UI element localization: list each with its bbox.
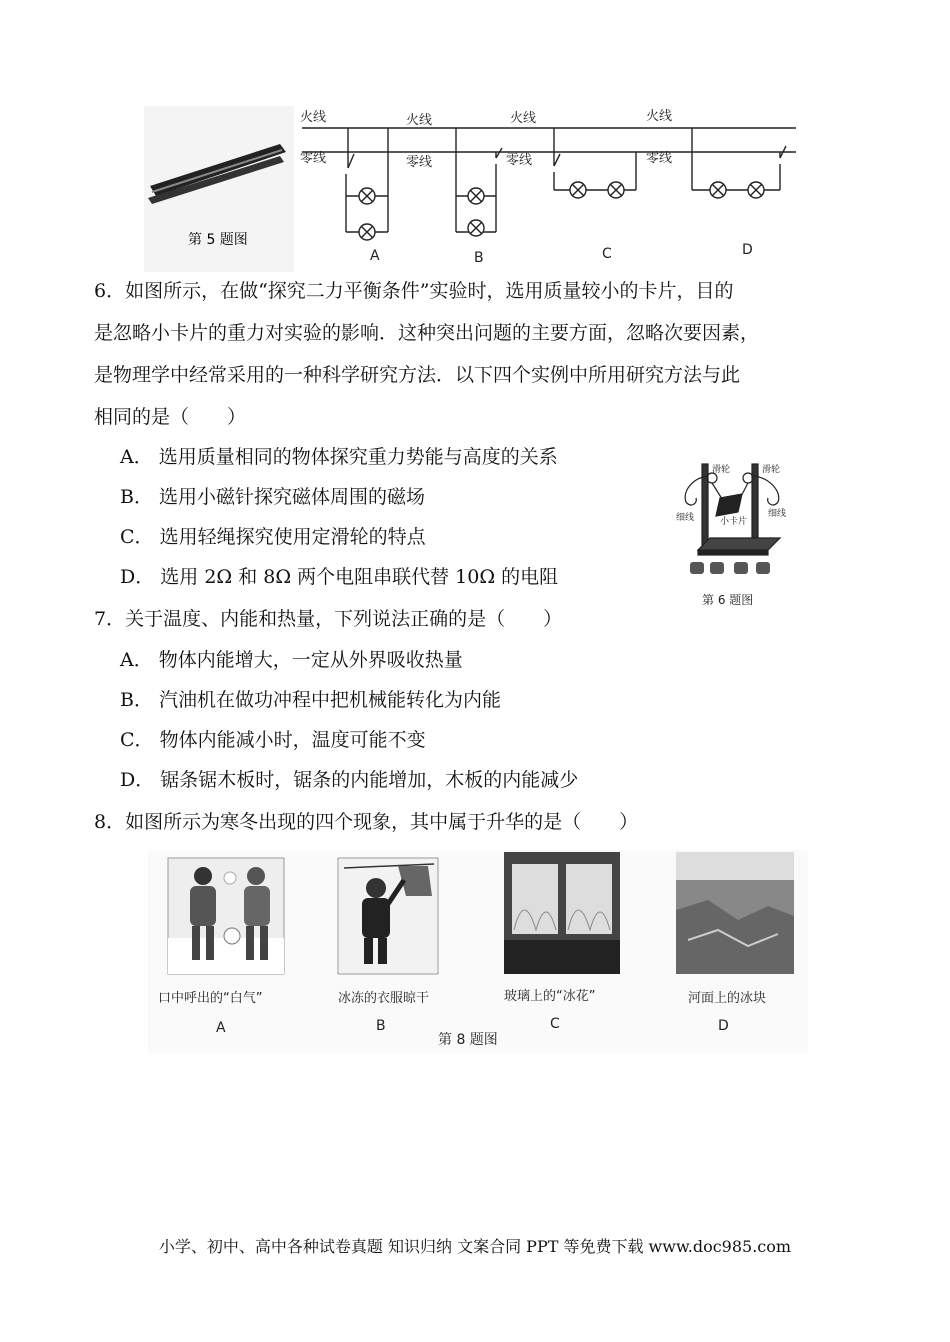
panel-d-picture	[676, 852, 794, 974]
panel-b-text: 冰冻的衣服晾干	[338, 991, 430, 1006]
panel-b-picture	[338, 858, 438, 974]
option-a-label: A	[370, 248, 380, 264]
q6-option-c: C． 选用轻绳探究使用定滑轮的特点	[120, 526, 426, 548]
figure-5	[140, 96, 800, 274]
live-label-d: 火线	[646, 109, 673, 124]
q6-option-b: B． 选用小磁针探究磁体周围的磁场	[120, 486, 426, 508]
string-label-left: 细线	[676, 513, 695, 523]
figure-6-drawing	[664, 458, 800, 614]
q7-option-d: D． 锯条锯木板时，锯条的内能增加，木板的内能减少	[120, 769, 579, 791]
pulley-label-right: 滑轮	[762, 465, 781, 475]
q8-stem: 8．如图所示为寒冬出现的四个现象，其中属于升华的是（ ）	[94, 811, 639, 833]
option-d-label: D	[742, 242, 753, 258]
neutral-label-b: 零线	[406, 155, 433, 170]
panel-b-letter: B	[376, 1018, 386, 1034]
neutral-label-a: 零线	[300, 151, 327, 166]
circuit-b	[440, 128, 550, 236]
card-label: 小卡片	[720, 517, 748, 527]
panel-c-picture	[504, 852, 620, 974]
figure-6-caption: 第 6 题图	[702, 593, 754, 607]
panel-c-letter: C	[550, 1016, 560, 1032]
q6-option-d: D． 选用 2Ω 和 8Ω 两个电阻串联代替 10Ω 的电阻	[120, 566, 559, 588]
figure-5-drawing	[140, 96, 800, 274]
q7-option-b: B． 汽油机在做功冲程中把机械能转化为内能	[120, 689, 502, 711]
q6-stem-line-2: 是忽略小卡片的重力对实验的影响．这种突出问题的主要方面，忽略次要因素，	[94, 322, 760, 344]
pulley-label-left: 滑轮	[712, 465, 731, 475]
live-label-c: 火线	[510, 111, 537, 126]
figure-8	[148, 850, 808, 1054]
q6-stem-line-4: 相同的是（ ）	[94, 406, 247, 428]
figure-8-caption: 第 8 题图	[438, 1032, 498, 1048]
q6-stem-line-3: 是物理学中经常采用的一种科学研究方法．以下四个实例中所用研究方法与此	[94, 364, 741, 386]
question-8-stem	[94, 801, 794, 843]
panel-a-picture	[168, 858, 284, 974]
q7-option-a: A． 物体内能增大，一定从外界吸收热量	[120, 649, 463, 671]
panel-d-text: 河面上的冰块	[688, 991, 767, 1006]
live-label-b: 火线	[406, 113, 433, 128]
question-6-stem	[94, 270, 874, 438]
neutral-label-d: 零线	[646, 151, 673, 166]
panel-d-letter: D	[718, 1018, 729, 1034]
question-7-stem	[94, 598, 794, 640]
question-6-options	[120, 437, 660, 597]
q7-option-c: C． 物体内能减小时，温度可能不变	[120, 729, 426, 751]
circuit-c	[550, 128, 660, 198]
string-label-right: 细线	[768, 509, 787, 519]
panel-c-text: 玻璃上的“冰花”	[504, 989, 596, 1004]
circuit-a	[302, 128, 440, 240]
page-footer	[0, 1234, 950, 1257]
question-7-options	[120, 640, 820, 800]
footer-text: 小学、初中、高中各种试卷真题 知识归纳 文案合同 PPT 等免费下载 www.doc985.com	[158, 1237, 792, 1256]
q7-stem: 7．关于温度、内能和热量，下列说法正确的是（ ）	[94, 608, 563, 630]
figure-8-drawing	[148, 850, 808, 1054]
neutral-label-c: 零线	[506, 153, 533, 168]
option-c-label: C	[602, 246, 612, 262]
panel-a-text: 口中呼出的“白气”	[158, 991, 263, 1006]
figure-6	[664, 458, 800, 614]
live-label-a: 火线	[300, 110, 327, 125]
q6-stem-line-1: 6．如图所示，在做“探究二力平衡条件”实验时，选用质量较小的卡片，目的	[94, 280, 734, 302]
panel-a-letter: A	[216, 1020, 226, 1036]
q6-option-a: A． 选用质量相同的物体探究重力势能与高度的关系	[120, 446, 558, 468]
figure-5-caption: 第 5 题图	[188, 232, 248, 248]
circuit-d	[660, 128, 796, 198]
option-b-label: B	[474, 250, 484, 266]
